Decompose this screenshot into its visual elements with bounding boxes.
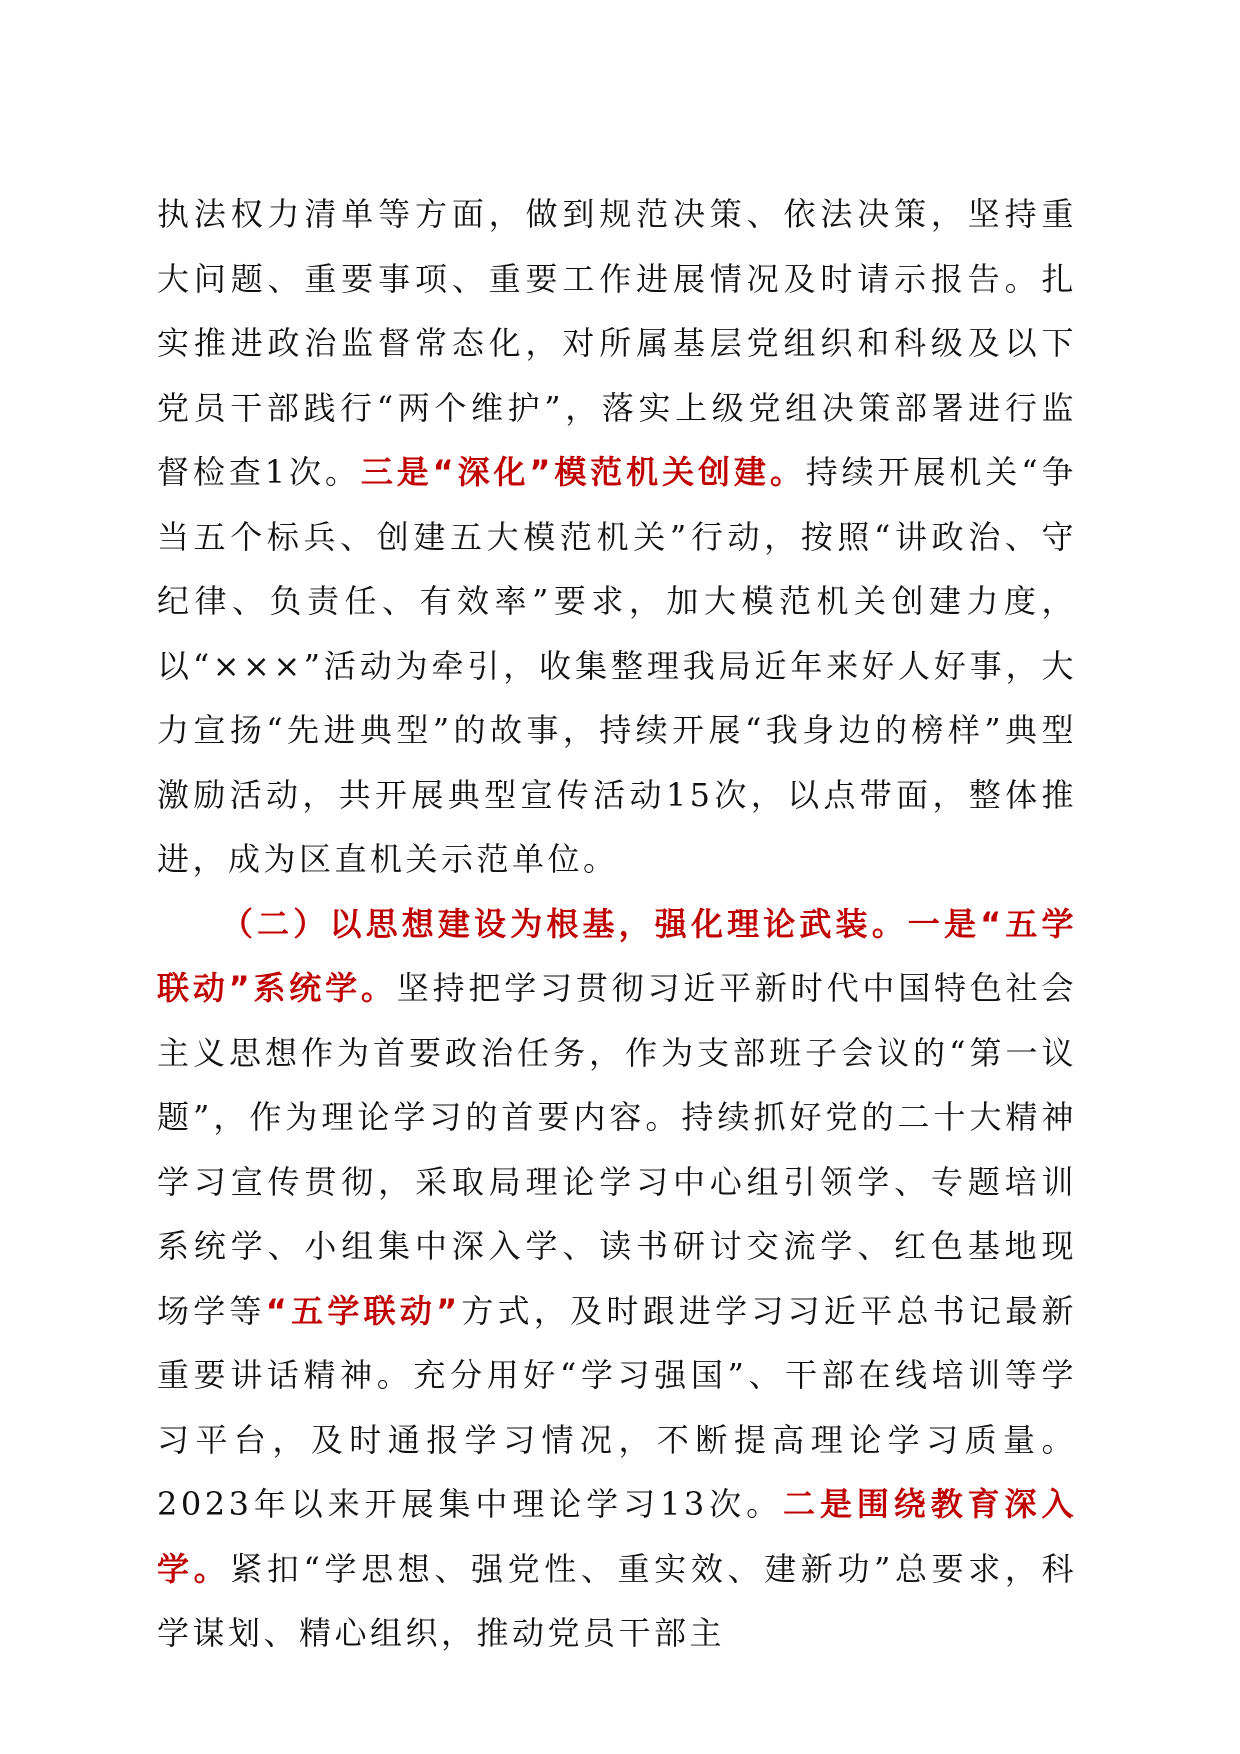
emphasis-phrase: “五学联动” — [265, 1291, 461, 1330]
document-body — [157, 182, 1077, 1666]
emphasis-heading: 二是围绕教育深入学。 — [157, 1485, 1077, 1588]
body-text: 持续开展机关“争当五个标兵、创建五大模范机关”行动，按照“讲政治、守纪律、负责任、有效率”要求，加大模范机关创建力度，以“×××”活动为牵引，收集整理我局近年来好人好事，大力宣扬“先进典型”的故事，持续开展“我身边的榜样”典型激励活动，共开展典型宣传活动15次，以点带面，整体推进，成为区直机关示范单位。 — [157, 453, 1077, 878]
body-text: 紧扣“学思想、强党性、重实效、建新功”总要求，科学谋划、精心组织，推动党员干部主 — [157, 1549, 1077, 1652]
paragraph-section-2 — [157, 892, 1077, 1666]
paragraph-continuation — [157, 182, 1077, 892]
body-text: 方式，及时跟进学习习近平总书记最新重要讲话精神。充分用好“学习强国”、干部在线培训等学习平台，及时通报学习情况，不断提高理论学习质量。2023年以来开展集中理论学习13次。 — [157, 1291, 1077, 1523]
body-text: 坚持把学习贯彻习近平新时代中国特色社会主义思想作为首要政治任务，作为支部班子会议的“第一议题”，作为理论学习的首要内容。持续抓好党的二十大精神学习宣传贯彻，采取局理论学习中心组引领学、专题培训系统学、小组集中深入学、读书研讨交流学、红色基地现场学等 — [157, 969, 1077, 1330]
emphasis-heading: 三是“深化”模范机关创建。 — [360, 453, 806, 491]
body-text: 执法权力清单等方面，做到规范决策、依法决策，坚持重大问题、重要事项、重要工作进展情况及时请示报告。扎实推进政治监督常态化，对所属基层党组织和科级及以下党员干部践行“两个维护”，落实上级党组决策部署进行监督检查1次。 — [157, 195, 1077, 491]
section-heading: （二）以思想建设为根基，强化理论武装。一是“五学联动”系统学。 — [157, 904, 1077, 1007]
